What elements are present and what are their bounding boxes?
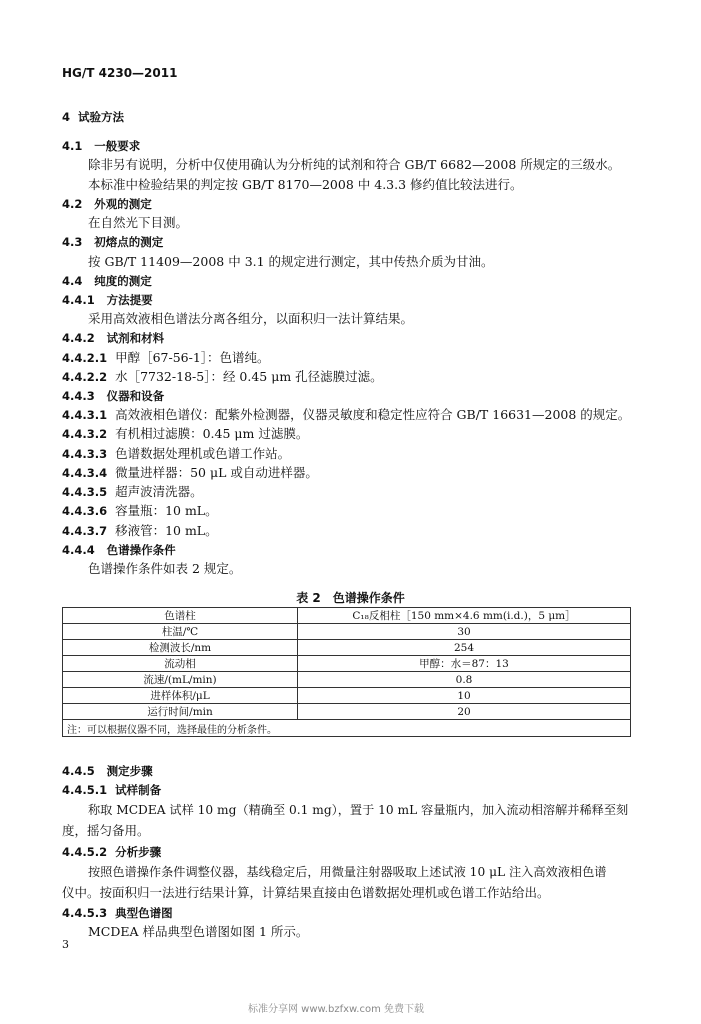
item-4-4-3-6: 4.4.3.6 容量瓶：10 mL。 xyxy=(62,503,218,518)
table-cell-key: 柱温/℃ xyxy=(63,624,298,640)
table-cell-value: 20 xyxy=(298,704,631,720)
table-row xyxy=(63,688,631,704)
paragraph: 度，摇匀备用。 xyxy=(62,823,150,838)
section-4-1: 4.1 一般要求 xyxy=(62,139,141,153)
paragraph: 在自然光下目测。 xyxy=(88,215,189,230)
paragraph: 本标准中检验结果的判定按 GB/T 8170—2008 中 4.3.3 修约值比较法进行。 xyxy=(88,177,523,192)
section-4-4-5-1: 4.4.5.1 试样制备 xyxy=(62,783,162,797)
section-4-4-3: 4.4.3 仪器和设备 xyxy=(62,389,165,403)
table-row xyxy=(63,656,631,672)
item-4-4-3-4: 4.4.3.4 微量进样器：50 μL 或自动进样器。 xyxy=(62,465,318,480)
section-4-4-5: 4.4.5 测定步骤 xyxy=(62,764,153,778)
item-4-4-3-3: 4.4.3.3 色谱数据处理机或色谱工作站。 xyxy=(62,446,291,461)
table-note: 注：可以根据仪器不同，选择最佳的分析条件。 xyxy=(63,720,631,737)
table-row xyxy=(63,624,631,640)
paragraph: 除非另有说明，分析中仅使用确认为分析纯的试剂和符合 GB/T 6682—2008 所规定的三级水。 xyxy=(88,157,621,172)
paragraph: 按 GB/T 11409—2008 中 3.1 的规定进行测定，其中传热介质为甘油。 xyxy=(88,254,494,269)
table-cell-value: 10 xyxy=(298,688,631,704)
table-cell-key: 运行时间/min xyxy=(63,704,298,720)
item-4-4-2-1: 4.4.2.1 甲醇［67-56-1］：色谱纯。 xyxy=(62,350,270,365)
table-cell-key: 流动相 xyxy=(63,656,298,672)
section-4-2: 4.2 外观的测定 xyxy=(62,197,152,211)
section-4-4-2: 4.4.2 试剂和材料 xyxy=(62,331,165,345)
table-title: 表 2 色谱操作条件 xyxy=(296,591,405,605)
table-cell-key: 色谱柱 xyxy=(63,608,298,624)
item-4-4-3-7: 4.4.3.7 移液管：10 mL。 xyxy=(62,523,218,538)
table-cell-value: C₁₈反相柱［150 mm×4.6 mm(i.d.)，5 μm］ xyxy=(298,608,631,624)
table-cell-value: 0.8 xyxy=(298,672,631,688)
paragraph: 色谱操作条件如表 2 规定。 xyxy=(88,561,242,576)
paragraph: 按照色谱操作条件调整仪器，基线稳定后，用微量注射器吸取上述试液 10 μL 注入高效液相色谱 xyxy=(88,865,607,879)
table-note-row xyxy=(63,720,631,737)
item-4-4-3-5: 4.4.3.5 超声波清洗器。 xyxy=(62,484,203,499)
section-4-3: 4.3 初熔点的测定 xyxy=(62,235,164,249)
table-row xyxy=(63,704,631,720)
paragraph: 称取 MCDEA 试样 10 mg（精确至 0.1 mg），置于 10 mL 容量瓶内，加入流动相溶解并稀释至刻 xyxy=(88,803,629,817)
table-row xyxy=(63,608,631,624)
item-4-4-3-2: 4.4.3.2 有机相过滤膜：0.45 μm 过滤膜。 xyxy=(62,426,309,441)
table-row xyxy=(63,672,631,688)
item-4-4-3-1: 4.4.3.1 高效液相色谱仪：配紫外检测器，仪器灵敏度和稳定性应符合 GB/T 16631—2008 的规定。 xyxy=(62,407,631,422)
table-cell-key: 流速/(mL/min) xyxy=(63,672,298,688)
paragraph: 采用高效液相色谱法分离各组分，以面积归一法计算结果。 xyxy=(88,311,414,326)
section-4: 4 试验方法 xyxy=(62,110,124,124)
section-4-4-5-2: 4.4.5.2 分析步骤 xyxy=(62,845,162,859)
table-row xyxy=(63,640,631,656)
section-4-4-5-3: 4.4.5.3 典型色谱图 xyxy=(62,906,173,920)
table-cell-key: 检测波长/nm xyxy=(63,640,298,656)
watermark-footer: 标准分享网 www.bzfxw.com 免费下载 xyxy=(248,1004,424,1015)
table-cell-value: 甲醇：水＝87：13 xyxy=(298,656,631,672)
table-cell-value: 254 xyxy=(298,640,631,656)
standard-header: HG/T 4230—2011 xyxy=(62,66,178,80)
item-4-4-2-2: 4.4.2.2 水［7732-18-5］：经 0.45 μm 孔径滤膜过滤。 xyxy=(62,369,383,384)
section-4-4: 4.4 纯度的测定 xyxy=(62,274,152,288)
paragraph: 仪中。按面积归一法进行结果计算，计算结果直接由色谱数据处理机或色谱工作站给出。 xyxy=(62,885,550,900)
chromatography-conditions-table xyxy=(62,607,631,737)
paragraph: MCDEA 样品典型色谱图如图 1 所示。 xyxy=(88,924,309,939)
page-number: 3 xyxy=(62,938,69,951)
table-cell-key: 进样体积/μL xyxy=(63,688,298,704)
section-4-4-4: 4.4.4 色谱操作条件 xyxy=(62,543,176,557)
section-4-4-1: 4.4.1 方法提要 xyxy=(62,293,153,307)
table-cell-value: 30 xyxy=(298,624,631,640)
